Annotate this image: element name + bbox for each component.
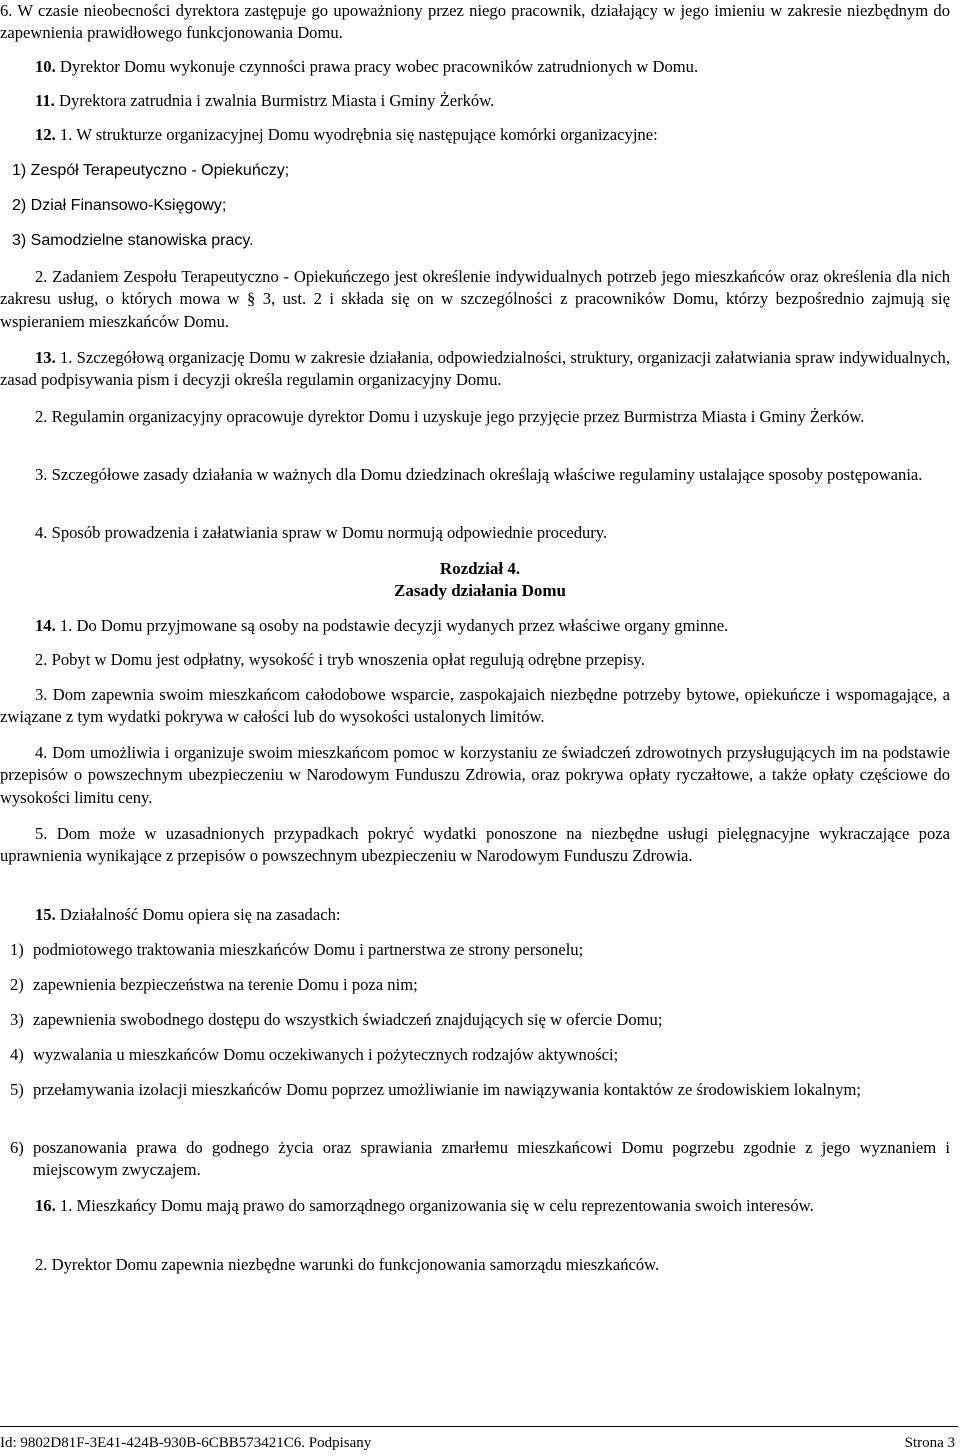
principle-item-4: 4) wyzwalania u mieszkańców Domu oczekiwanych i pożytecznych rodzajów aktywności; [10,1045,619,1064]
principle-item-3: 3) zapewnienia swobodnego dostępu do wszystkich świadczeń znajdujących się w ofercie Domu; [10,1010,663,1029]
chapter-title: Rozdział 4. [439,559,521,578]
principle-item-2: 2) zapewnienia bezpieczeństwa na terenie Domu i poza nim; [10,975,418,994]
unit-list-item-2: 2) Dział Finansowo-Księgowy; [12,197,227,214]
paragraph-12-point-2: 2. Zadaniem Zespołu Terapeutyczno - Opiekuńczego jest określenie indywidualnych potrzeb jego mieszkańców oraz określenia dla nich zakresu usług, o których mowa w § 3, ust. 2 i składa się on w szczególności z pracowników Domu, którzy bezpośrednio zajmują się wspieraniem mieszkańców Domu. [0,267,950,331]
paragraph-13-point-2: 2. Regulamin organizacyjny opracowuje dyrektor Domu i uzyskuje jego przyjęcie przez Burmistrza Miasta i Gminy Żerków. [35,407,865,426]
paragraph-16-point-2: 2. Dyrektor Domu zapewnia niezbędne warunki do funkcjonowania samorządu mieszkańców. [35,1255,660,1274]
paragraph-14-point-3: 3. Dom zapewnia swoim mieszkańcom całodobowe wsparcie, zaspokajaich niezbędne potrzeby bytowe, opiekuńcze i wspomagające, a związane z tym wydatki pokrywa w całości lub do wysokości ustalonych limitów. [0,685,950,727]
paragraph-13-point-3: 3. Szczegółowe zasady działania w ważnych dla Domu dziedzinach określają właściwe regulaminy ustalające sposoby postępowania. [35,465,923,484]
unit-list-item-1: 1) Zespół Terapeutyczno - Opiekuńczy; [12,162,290,179]
page-footer [0,1433,955,1453]
page-number: Strona 3 [904,1435,955,1451]
footer-divider [0,1426,958,1427]
paragraph-13: 13. 1. Szczegółową organizację Domu w zakresie działania, odpowiedzialności, struktury, organizacji załatwiania spraw indywidualnych, zasad podpisywania pism i decyzji określa regulamin organizacyjny Domu. [0,348,950,390]
paragraph-16: 16. 1. Mieszkańcy Domu mają prawo do samorządnego organizowania się w celu reprezentowania swoich interesów. [35,1196,814,1215]
paragraph-14-point-5: 5. Dom może w uzasadnionych przypadkach pokryć wydatki ponoszone na niezbędne usługi pielęgnacyjne wykraczające poza uprawnienia wynikające z przepisów o powszechnym ubezpieczeniu w Narodowym Funduszu Zdrowia. [0,824,950,866]
chapter-subtitle: Zasady działania Domu [394,581,566,600]
paragraph-14-point-2: 2. Pobyt w Domu jest odpłatny, wysokość i tryb wnoszenia opłat regulują odrębne przepisy. [35,650,645,669]
principle-item-6: 6) poszanowania prawa do godnego życia oraz sprawiania zmarłemu mieszkańcowi Domu pogrzebu zgodnie z jego wyznaniem i miejscowym zwyczajem. [10,1138,950,1180]
paragraph-15: 15. Działalność Domu opiera się na zasadach: [35,905,341,924]
unit-list-item-3: 3) Samodzielne stanowiska pracy. [12,232,254,249]
paragraph-14: 14. 1. Do Domu przyjmowane są osoby na podstawie decyzji wydanych przez właściwe organy gminne. [35,616,729,635]
paragraph-12: 12. 1. W strukturze organizacyjnej Domu wyodrębnia się następujące komórki organizacyjne: [35,125,658,144]
paragraph-11: 11. Dyrektora zatrudnia i zwalnia Burmistrz Miasta i Gminy Żerków. [35,91,495,110]
principle-item-1: 1) podmiotowego traktowania mieszkańców Domu i partnerstwa ze strony personelu; [10,940,584,959]
principle-item-5: 5) przełamywania izolacji mieszkańców Domu poprzez umożliwianie im nawiązywania kontaktów ze środowiskiem lokalnym; [10,1080,862,1099]
document-id: Id: 9802D81F-3E41-424B-930B-6CBB573421C6. Podpisany [0,1435,372,1451]
paragraph-11-point-6: 6. W czasie nieobecności dyrektora zastępuje go upoważniony przez niego pracownik, działający w jego imieniu w zakresie niezbędnym do zapewnienia prawidłowego funkcjonowania Domu. [0,1,950,43]
paragraph-13-point-4: 4. Sposób prowadzenia i załatwiania spraw w Domu normują odpowiednie procedury. [35,523,608,542]
paragraph-10: 10. Dyrektor Domu wykonuje czynności prawa pracy wobec pracowników zatrudnionych w Domu. [35,57,699,76]
paragraph-14-point-4: 4. Dom umożliwia i organizuje swoim mieszkańcom pomoc w korzystaniu ze świadczeń zdrowotnych przysługujących im na podstawie przepisów o powszechnym ubezpieczeniu w Narodowym Funduszu Zdrowia, oraz pokrywa opłaty ryczałtowe, a także opłaty częściowe do wysokości limitu ceny. [0,743,950,807]
